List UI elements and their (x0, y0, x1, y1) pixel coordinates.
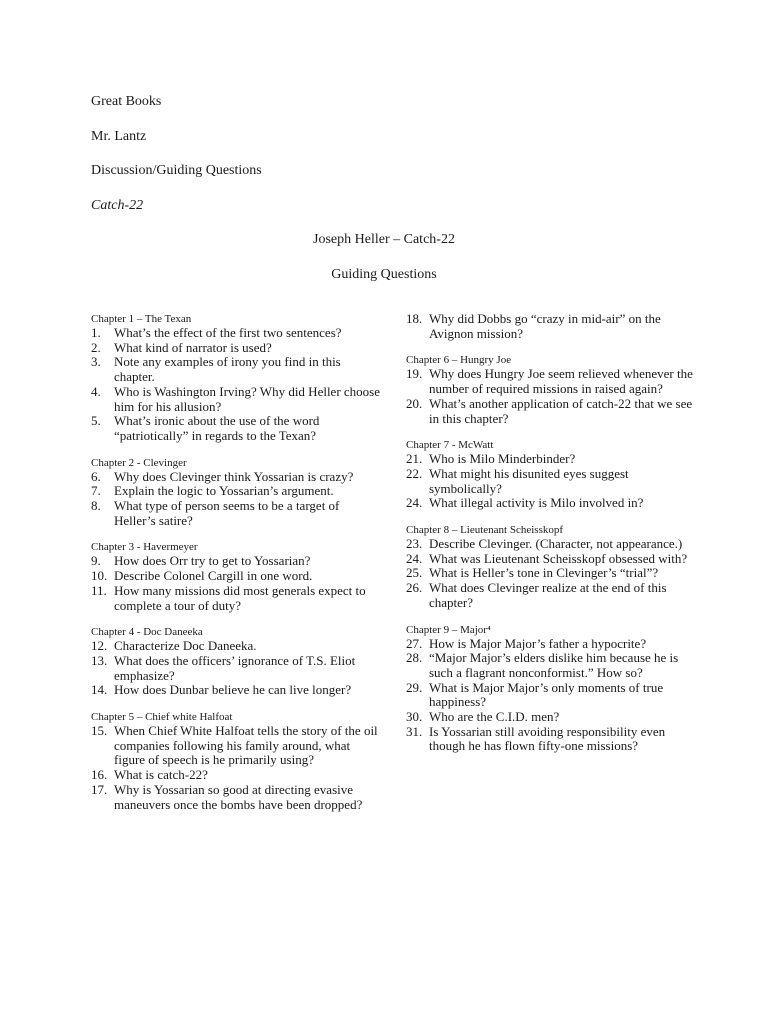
question-text: Who is Washington Irving? Why did Heller choose him for his allusion? (114, 383, 381, 414)
question-text: Explain the logic to Yossarian’s argument. (114, 483, 334, 499)
question-item (406, 710, 696, 725)
question-text: What type of person seems to be a target of Heller’s satire? (114, 498, 340, 528)
chapter-section (91, 625, 381, 698)
question-text: What was Lieutenant Scheisskopf obsessed with? (429, 550, 688, 566)
question-item (406, 651, 696, 680)
question-text: What illegal activity is Milo involved in? (429, 495, 644, 511)
question-item (91, 654, 381, 683)
document-title: Joseph Heller – Catch-22 (313, 232, 455, 247)
question-number: 10. (91, 568, 108, 584)
question-item (406, 581, 696, 610)
teacher-name: Mr. Lantz (91, 129, 147, 144)
question-number: 24. (406, 550, 423, 566)
question-number: 6. (91, 468, 101, 484)
question-item (406, 725, 696, 754)
question-number: 15. (91, 723, 108, 739)
chapter-section (406, 312, 696, 341)
question-number: 16. (91, 767, 108, 783)
question-number: 31. (406, 723, 423, 739)
question-text: Characterize Doc Daneeka. (114, 638, 257, 654)
question-text: Who are the C.I.D. men? (429, 709, 560, 725)
question-item (91, 470, 381, 485)
question-text: What does the officers’ ignorance of T.S. Eliot emphasize? (114, 652, 356, 683)
question-number: 1. (91, 325, 101, 340)
question-text: “Major Major’s elders dislike him because he is such a flagrant nonconformist.” How so? (429, 650, 679, 680)
question-item (406, 496, 696, 511)
question-text: Why does Clevinger think Yossarian is crazy? (114, 468, 354, 484)
question-number: 25. (406, 565, 423, 581)
question-text: Why is Yossarian so good at directing evasive maneuvers once the bombs have been dropped? (114, 781, 363, 812)
question-text: Is Yossarian still avoiding responsibility even though he has flown fifty-one missions? (429, 723, 666, 754)
question-number: 2. (91, 339, 101, 355)
question-number: 18. (406, 311, 423, 326)
question-number: 12. (91, 638, 108, 654)
chapter-section (406, 523, 696, 611)
question-item (91, 569, 381, 584)
question-number: 24. (406, 495, 423, 511)
course-name: Great Books (91, 94, 162, 109)
question-item (91, 683, 381, 698)
question-number: 28. (406, 650, 423, 666)
chapter-section (91, 456, 381, 529)
question-item (91, 355, 381, 384)
question-text: How does Orr try to get to Yossarian? (114, 553, 311, 569)
right-question-column (406, 312, 696, 766)
chapter-heading: Chapter 2 - Clevinger (91, 456, 187, 469)
question-item (91, 414, 381, 443)
question-text: What might his disunited eyes suggest symbolically? (429, 465, 629, 496)
question-text: How does Dunbar believe he can live longer? (114, 682, 352, 698)
question-number: 13. (91, 652, 108, 668)
question-item (406, 566, 696, 581)
question-item (91, 385, 381, 414)
question-item (91, 554, 381, 569)
question-item (91, 499, 381, 528)
question-number: 26. (406, 580, 423, 596)
left-question-column (91, 312, 381, 824)
chapter-section (91, 312, 381, 444)
question-number: 3. (91, 354, 101, 370)
question-number: 9. (91, 553, 101, 569)
question-number: 19. (406, 366, 423, 382)
question-text: What’s the effect of the first two sentences? (114, 325, 342, 340)
question-item (91, 326, 381, 341)
chapter-heading: Chapter 9 – Major⁴ (406, 623, 491, 636)
question-item (91, 768, 381, 783)
question-item (406, 367, 696, 396)
chapter-section (406, 623, 696, 755)
question-item (406, 552, 696, 567)
question-number: 8. (91, 498, 101, 514)
question-item (406, 312, 696, 341)
question-item (406, 452, 696, 467)
question-item (91, 484, 381, 499)
question-number: 20. (406, 395, 423, 411)
assignment-label: Discussion/Guiding Questions (91, 163, 262, 178)
question-text: What kind of narrator is used? (114, 339, 272, 355)
chapter-heading: Chapter 4 - Doc Daneeka (91, 626, 203, 639)
chapter-heading: Chapter 5 – Chief white Halfoat (91, 711, 233, 724)
chapter-heading: Chapter 1 – The Texan (91, 313, 192, 325)
question-number: 29. (406, 679, 423, 695)
question-text: What does Clevinger realize at the end of this chapter? (429, 580, 667, 610)
question-text: What’s another application of catch-22 that we see in this chapter? (429, 395, 693, 426)
question-text: What is catch-22? (114, 767, 208, 783)
question-text: How is Major Major’s father a hypocrite? (429, 635, 647, 651)
question-number: 22. (406, 465, 423, 481)
question-number: 7. (91, 483, 101, 499)
question-number: 17. (91, 781, 108, 797)
question-text: Why did Dobbs go “crazy in mid-air” on the Avignon mission? (429, 311, 661, 341)
question-text: What is Heller’s tone in Clevinger’s “trial”? (429, 565, 659, 581)
chapter-section (406, 353, 696, 426)
chapter-heading: Chapter 8 – Lieutenant Scheisskopf (406, 524, 564, 537)
question-item (91, 724, 381, 768)
question-text: Describe Clevinger. (Character, not appearance.) (429, 536, 683, 552)
question-text: Why does Hungry Joe seem relieved whenever the number of required missions in raised again? (429, 366, 693, 397)
question-number: 11. (91, 582, 107, 598)
question-number: 23. (406, 536, 423, 552)
chapter-section (91, 540, 381, 613)
book-title: Catch-22 (91, 198, 144, 213)
question-text: Describe Colonel Cargill in one word. (114, 568, 313, 584)
question-item (91, 639, 381, 654)
question-text: What is Major Major’s only moments of true happiness? (429, 679, 664, 710)
question-text: When Chief White Halfoat tells the story of the oil companies following his family around, what figure of speech is he primarily using? (114, 723, 378, 768)
question-item (406, 397, 696, 426)
chapter-section (406, 438, 696, 511)
question-item (406, 537, 696, 552)
question-text: Note any examples of irony you find in this chapter. (114, 354, 341, 385)
question-number: 5. (91, 413, 101, 429)
question-number: 4. (91, 383, 101, 399)
question-text: What’s ironic about the use of the word “patriotically” in regards to the Texan? (114, 413, 320, 443)
question-item (406, 637, 696, 652)
question-number: 14. (91, 682, 108, 698)
chapter-heading: Chapter 7 - McWatt (406, 439, 494, 452)
question-text: Who is Milo Minderbinder? (429, 451, 576, 467)
question-text: How many missions did most generals expect to complete a tour of duty? (114, 582, 366, 613)
chapter-heading: Chapter 6 – Hungry Joe (406, 354, 512, 367)
question-item (91, 341, 381, 356)
chapter-section (91, 710, 381, 812)
question-number: 27. (406, 635, 423, 651)
question-item (406, 467, 696, 496)
question-number: 30. (406, 709, 423, 725)
question-item (406, 681, 696, 710)
question-item (91, 783, 381, 812)
question-number: 21. (406, 451, 423, 467)
document-subtitle: Guiding Questions (331, 267, 437, 282)
question-item (91, 584, 381, 613)
chapter-heading: Chapter 3 - Havermeyer (91, 541, 198, 554)
